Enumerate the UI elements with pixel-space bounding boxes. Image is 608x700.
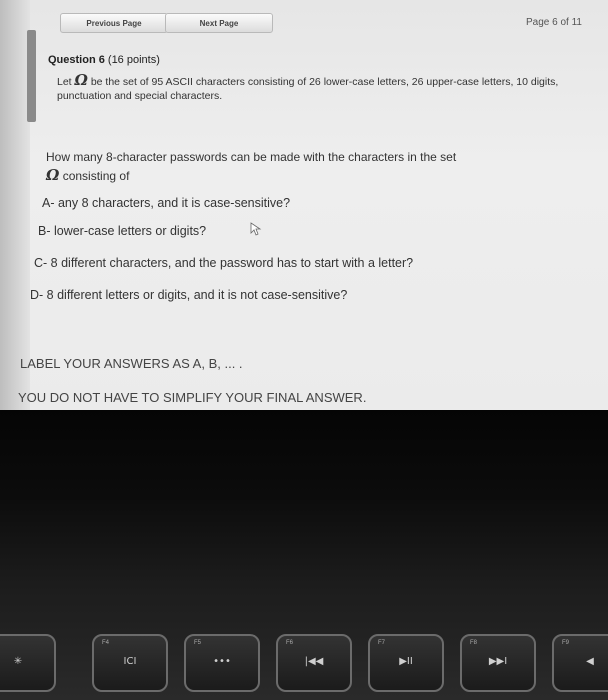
part-d: D- 8 different letters or digits, and it is not case-sensitive? [30, 288, 348, 302]
rewind-icon: |◀◀ [304, 656, 324, 667]
play-pause-icon: ▶II [399, 656, 413, 667]
key-f4-label: F4 [102, 640, 110, 646]
question-prompt [46, 148, 576, 185]
key-f9-label: F9 [562, 640, 570, 646]
mouse-cursor-icon [250, 222, 262, 236]
desc-prefix: Let [57, 76, 72, 88]
question-number: Question 6 [48, 54, 105, 66]
key-f6[interactable] [276, 634, 352, 692]
question-description [57, 73, 577, 103]
key-f8[interactable] [460, 634, 536, 692]
part-a: A- any 8 characters, and it is case-sensitive? [42, 196, 291, 210]
prompt-line-2 [46, 166, 576, 185]
label-answers-note: LABEL YOUR ANSWERS AS A, B, ... . [20, 356, 243, 371]
mission-control-icon: ICI [123, 656, 137, 667]
prompt-line-1: How many 8-character passwords can be made with the characters in the set [46, 150, 457, 164]
mute-icon: ◀ [586, 656, 594, 667]
question-points: (16 points) [107, 54, 160, 66]
key-f8-label: F8 [470, 640, 478, 646]
screen-edge-shadow [0, 0, 30, 410]
key-f6-label: F6 [286, 640, 294, 646]
key-f4[interactable] [92, 634, 168, 692]
omega-symbol: Ω [46, 166, 60, 184]
key-f5[interactable] [184, 634, 260, 692]
key-f9[interactable] [552, 634, 608, 692]
key-f5-label: F5 [194, 640, 202, 646]
scroll-indicator[interactable] [27, 30, 36, 122]
previous-page-button[interactable]: Previous Page [60, 13, 168, 33]
desc-text: be the set of 95 ASCII characters consisting of 26 lower-case letters, 26 upper-case letters, 10 digits, punctuation and special characters. [57, 76, 559, 102]
omega-symbol: Ω [74, 71, 88, 89]
part-c: C- 8 different characters, and the password has to start with a letter? [34, 256, 414, 270]
page-counter: Page 6 of 11 [526, 17, 582, 28]
no-simplify-note: YOU DO NOT HAVE TO SIMPLIFY YOUR FINAL ANSWER. [18, 390, 367, 405]
keyboard-backlight-icon: ••• [213, 656, 231, 667]
brightness-icon: ✳ [13, 656, 23, 667]
key-f3[interactable] [0, 634, 56, 692]
key-f7-label: F7 [378, 640, 386, 646]
function-key-row [0, 620, 608, 700]
next-page-button[interactable]: Next Page [165, 13, 273, 33]
question-title [48, 54, 160, 66]
prompt-line-2-text: consisting of [62, 169, 130, 183]
part-b: B- lower-case letters or digits? [38, 224, 207, 238]
key-f7[interactable] [368, 634, 444, 692]
fast-forward-icon: ▶▶I [488, 656, 508, 667]
